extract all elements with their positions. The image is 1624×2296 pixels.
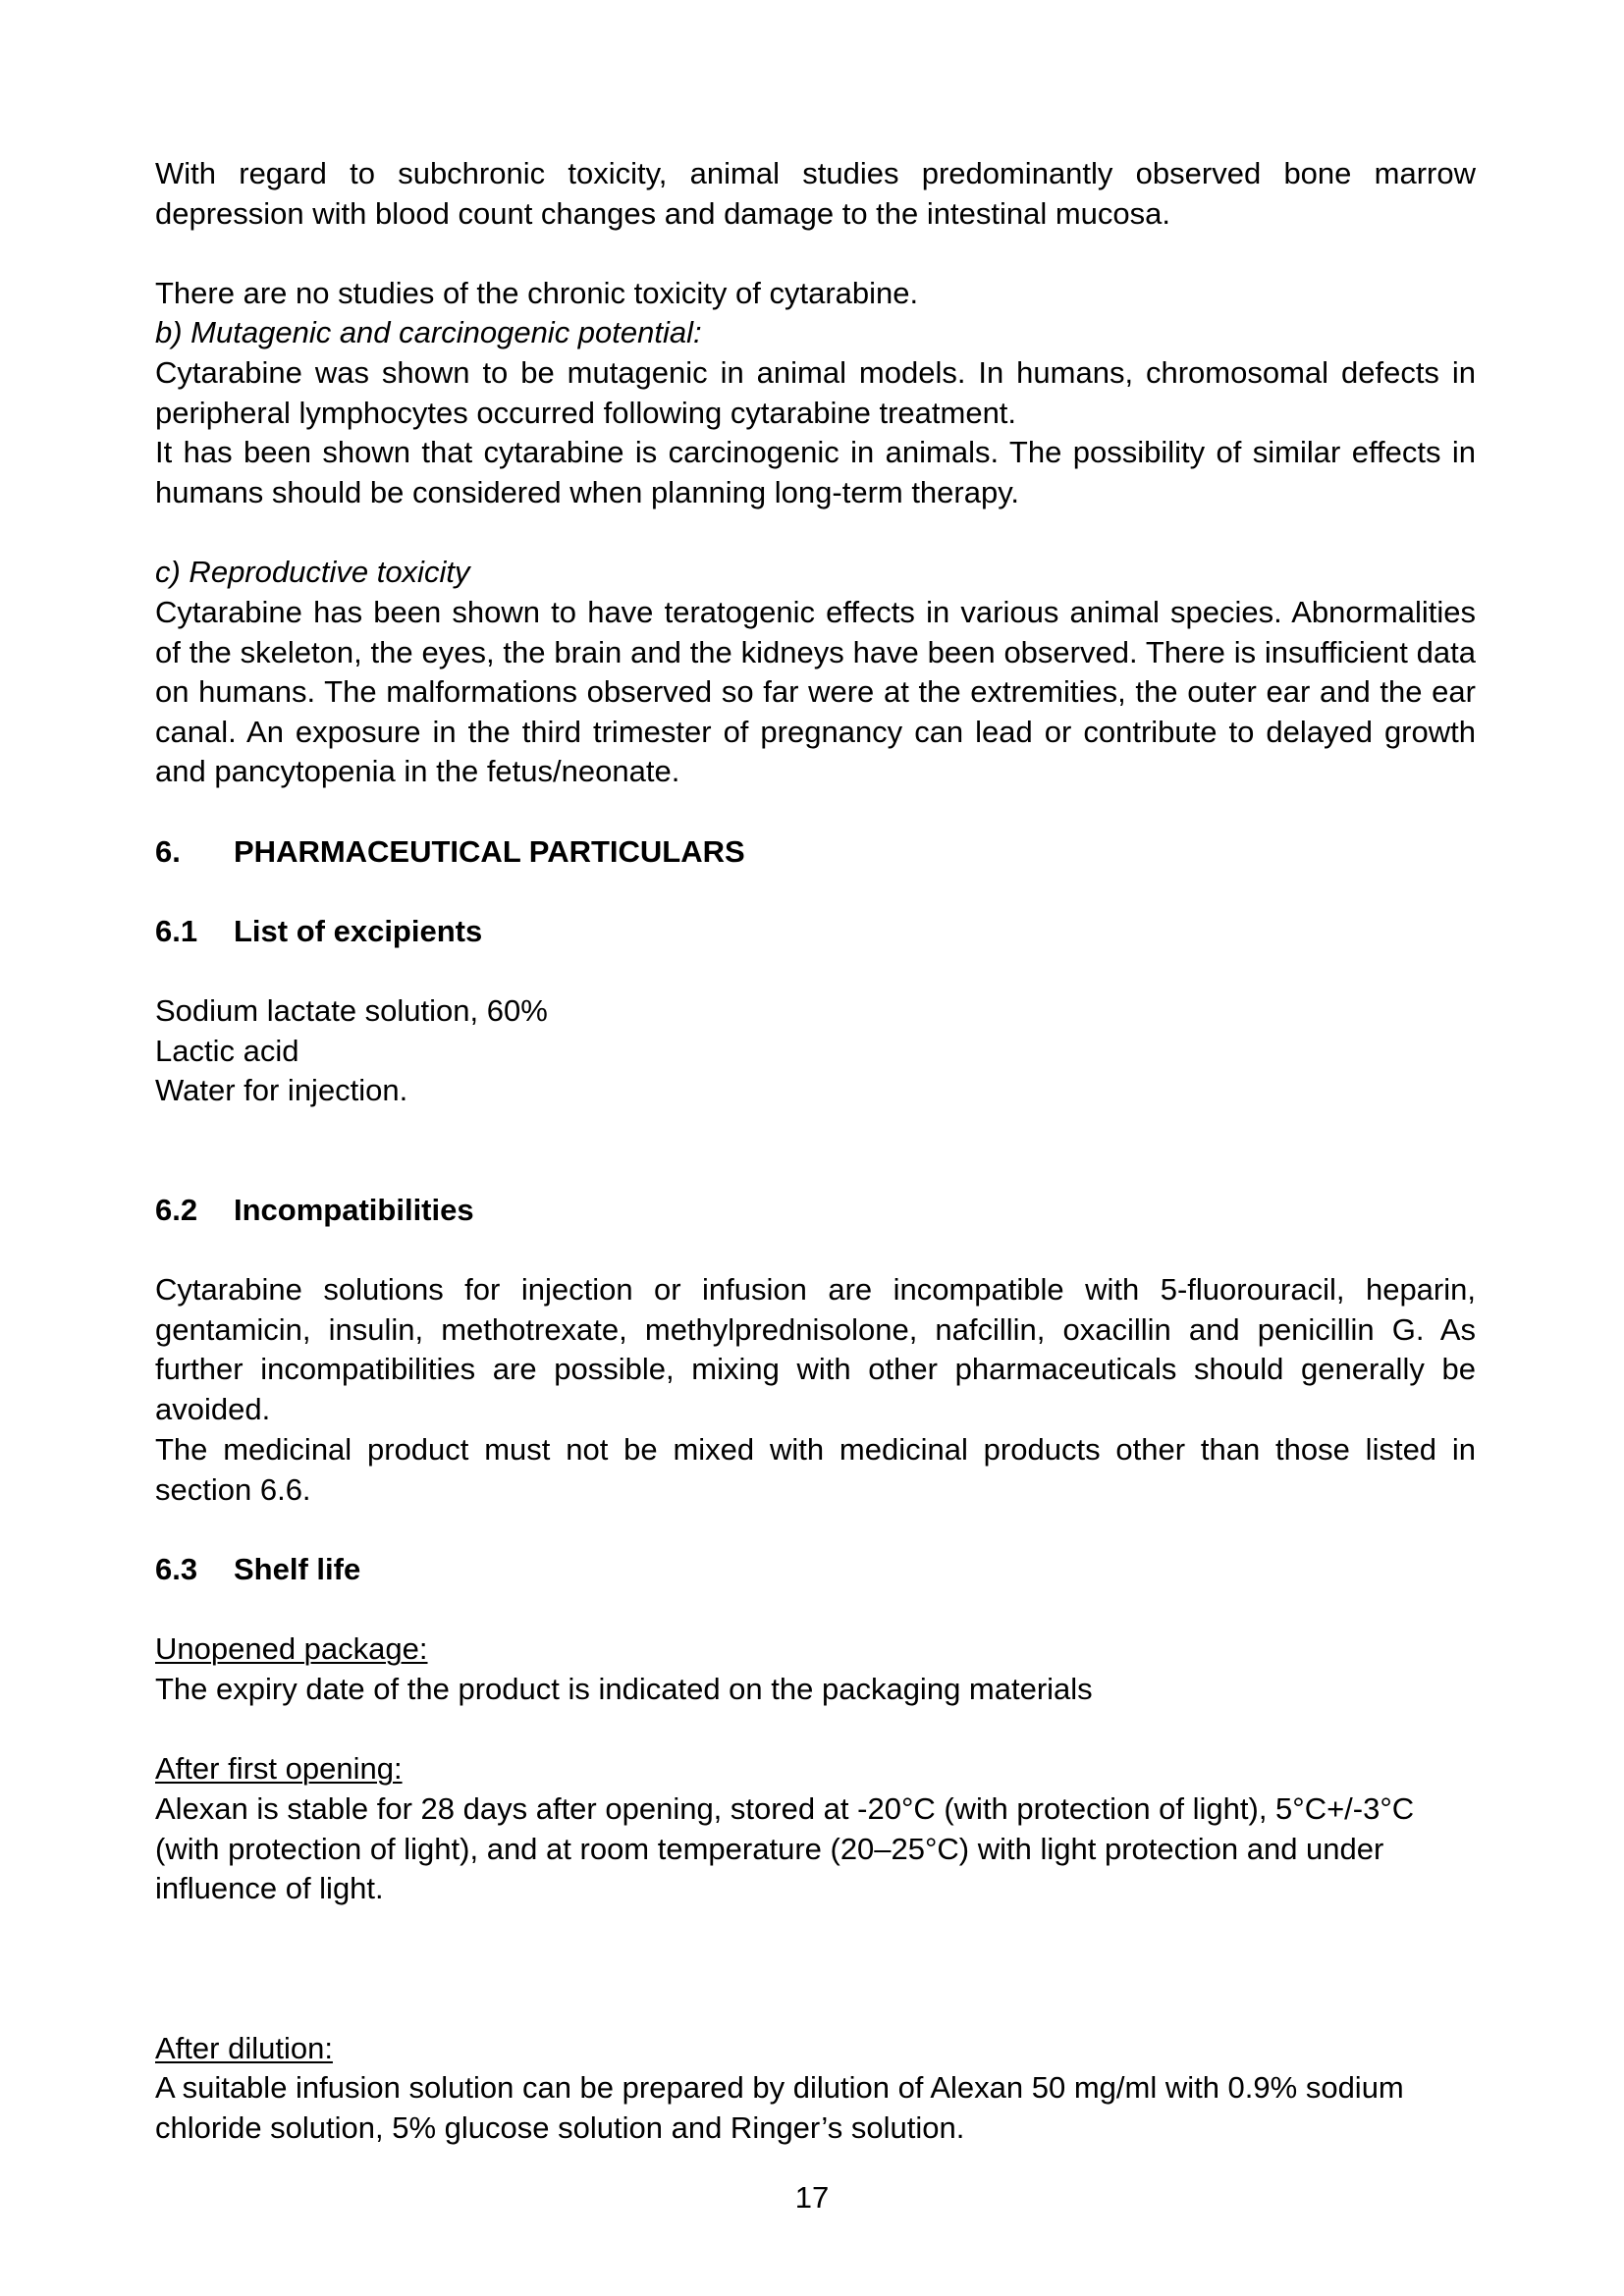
unopened-package-label xyxy=(155,1629,1476,1670)
after-dilution-text: A suitable infusion solution can be prepared by dilution of Alexan 50 mg/ml with 0.9% sodium chloride solution, 5% glucose solution and Ringer’s solution. xyxy=(155,2070,1404,2145)
after-dilution-label xyxy=(155,2029,1476,2069)
reproductive-paragraph: Cytarabine has been shown to have teratogenic effects in various animal species. Abnormalities of the skeleton, the eyes, the brain and the kidneys have been observed. There is insufficient data on humans. The malformations observed so far were at the extremities, the outer ear and the ear canal. An exposure in the third trimester of pregnancy can lead or contribute to delayed growth and pancytopenia in the fetus/neonate. xyxy=(155,595,1476,788)
after-opening-text: Alexan is stable for 28 days after opening, stored at -20°C (with protection of light), 5°C+/-3°C (with protection of light), and at room temperature (20–25°C) with light protection and under influence of light. xyxy=(155,1791,1415,1905)
section-6-1-heading xyxy=(155,912,1476,952)
section-6-3-title: Shelf life xyxy=(234,1552,361,1586)
unopened-package-text: The expiry date of the product is indicated on the packaging materials xyxy=(155,1672,1093,1706)
section-6-1-number: 6.1 xyxy=(155,914,198,948)
unopened-package-label-text: Unopened package: xyxy=(155,1631,428,1666)
section-6-heading xyxy=(155,832,1476,873)
incompatibilities-paragraph-2: The medicinal product must not be mixed with medicinal products other than those listed in section 6.6. xyxy=(155,1432,1476,1507)
section-6-title: PHARMACEUTICAL PARTICULARS xyxy=(234,834,745,869)
subchronic-paragraph: With regard to subchronic toxicity, animal studies predominantly observed bone marrow depression with blood count changes and damage to the intestinal mucosa. xyxy=(155,156,1476,231)
after-opening-label-text: After first opening: xyxy=(155,1751,403,1786)
mutagenic-paragraph-1: Cytarabine was shown to be mutagenic in animal models. In humans, chromosomal defects in peripheral lymphocytes occurred following cytarabine treatment. xyxy=(155,355,1476,430)
after-dilution-label-text: After dilution: xyxy=(155,2031,333,2065)
section-6-1-title: List of excipients xyxy=(234,914,483,948)
reproductive-heading: c) Reproductive toxicity xyxy=(155,555,470,589)
mutagenic-heading: b) Mutagenic and carcinogenic potential: xyxy=(155,315,702,349)
mutagenic-paragraph-2: It has been shown that cytarabine is carcinogenic in animals. The possibility of similar effects in humans should be considered when planning long-term therapy. xyxy=(155,435,1476,509)
section-6-2-title: Incompatibilities xyxy=(234,1193,474,1227)
section-6-number: 6. xyxy=(155,834,181,869)
excipient-item: Lactic acid xyxy=(155,1034,299,1068)
excipient-item: Water for injection. xyxy=(155,1073,408,1107)
section-6-2-heading xyxy=(155,1191,1476,1231)
section-6-2-number: 6.2 xyxy=(155,1193,198,1227)
page-number: 17 xyxy=(794,2180,830,2215)
incompatibilities-paragraph-1: Cytarabine solutions for injection or infusion are incompatible with 5-fluorouracil, heparin, gentamicin, insulin, methotrexate, methylprednisolone, nafcillin, oxacillin and penicillin G. As further incompatibilities are possible, mixing with other pharmaceuticals should generally be avoided. xyxy=(155,1272,1476,1426)
chronic-paragraph: There are no studies of the chronic toxicity of cytarabine. xyxy=(155,276,919,310)
after-opening-label xyxy=(155,1749,1476,1789)
section-6-3-heading xyxy=(155,1550,1476,1590)
excipient-item: Sodium lactate solution, 60% xyxy=(155,993,548,1028)
section-6-3-number: 6.3 xyxy=(155,1552,198,1586)
